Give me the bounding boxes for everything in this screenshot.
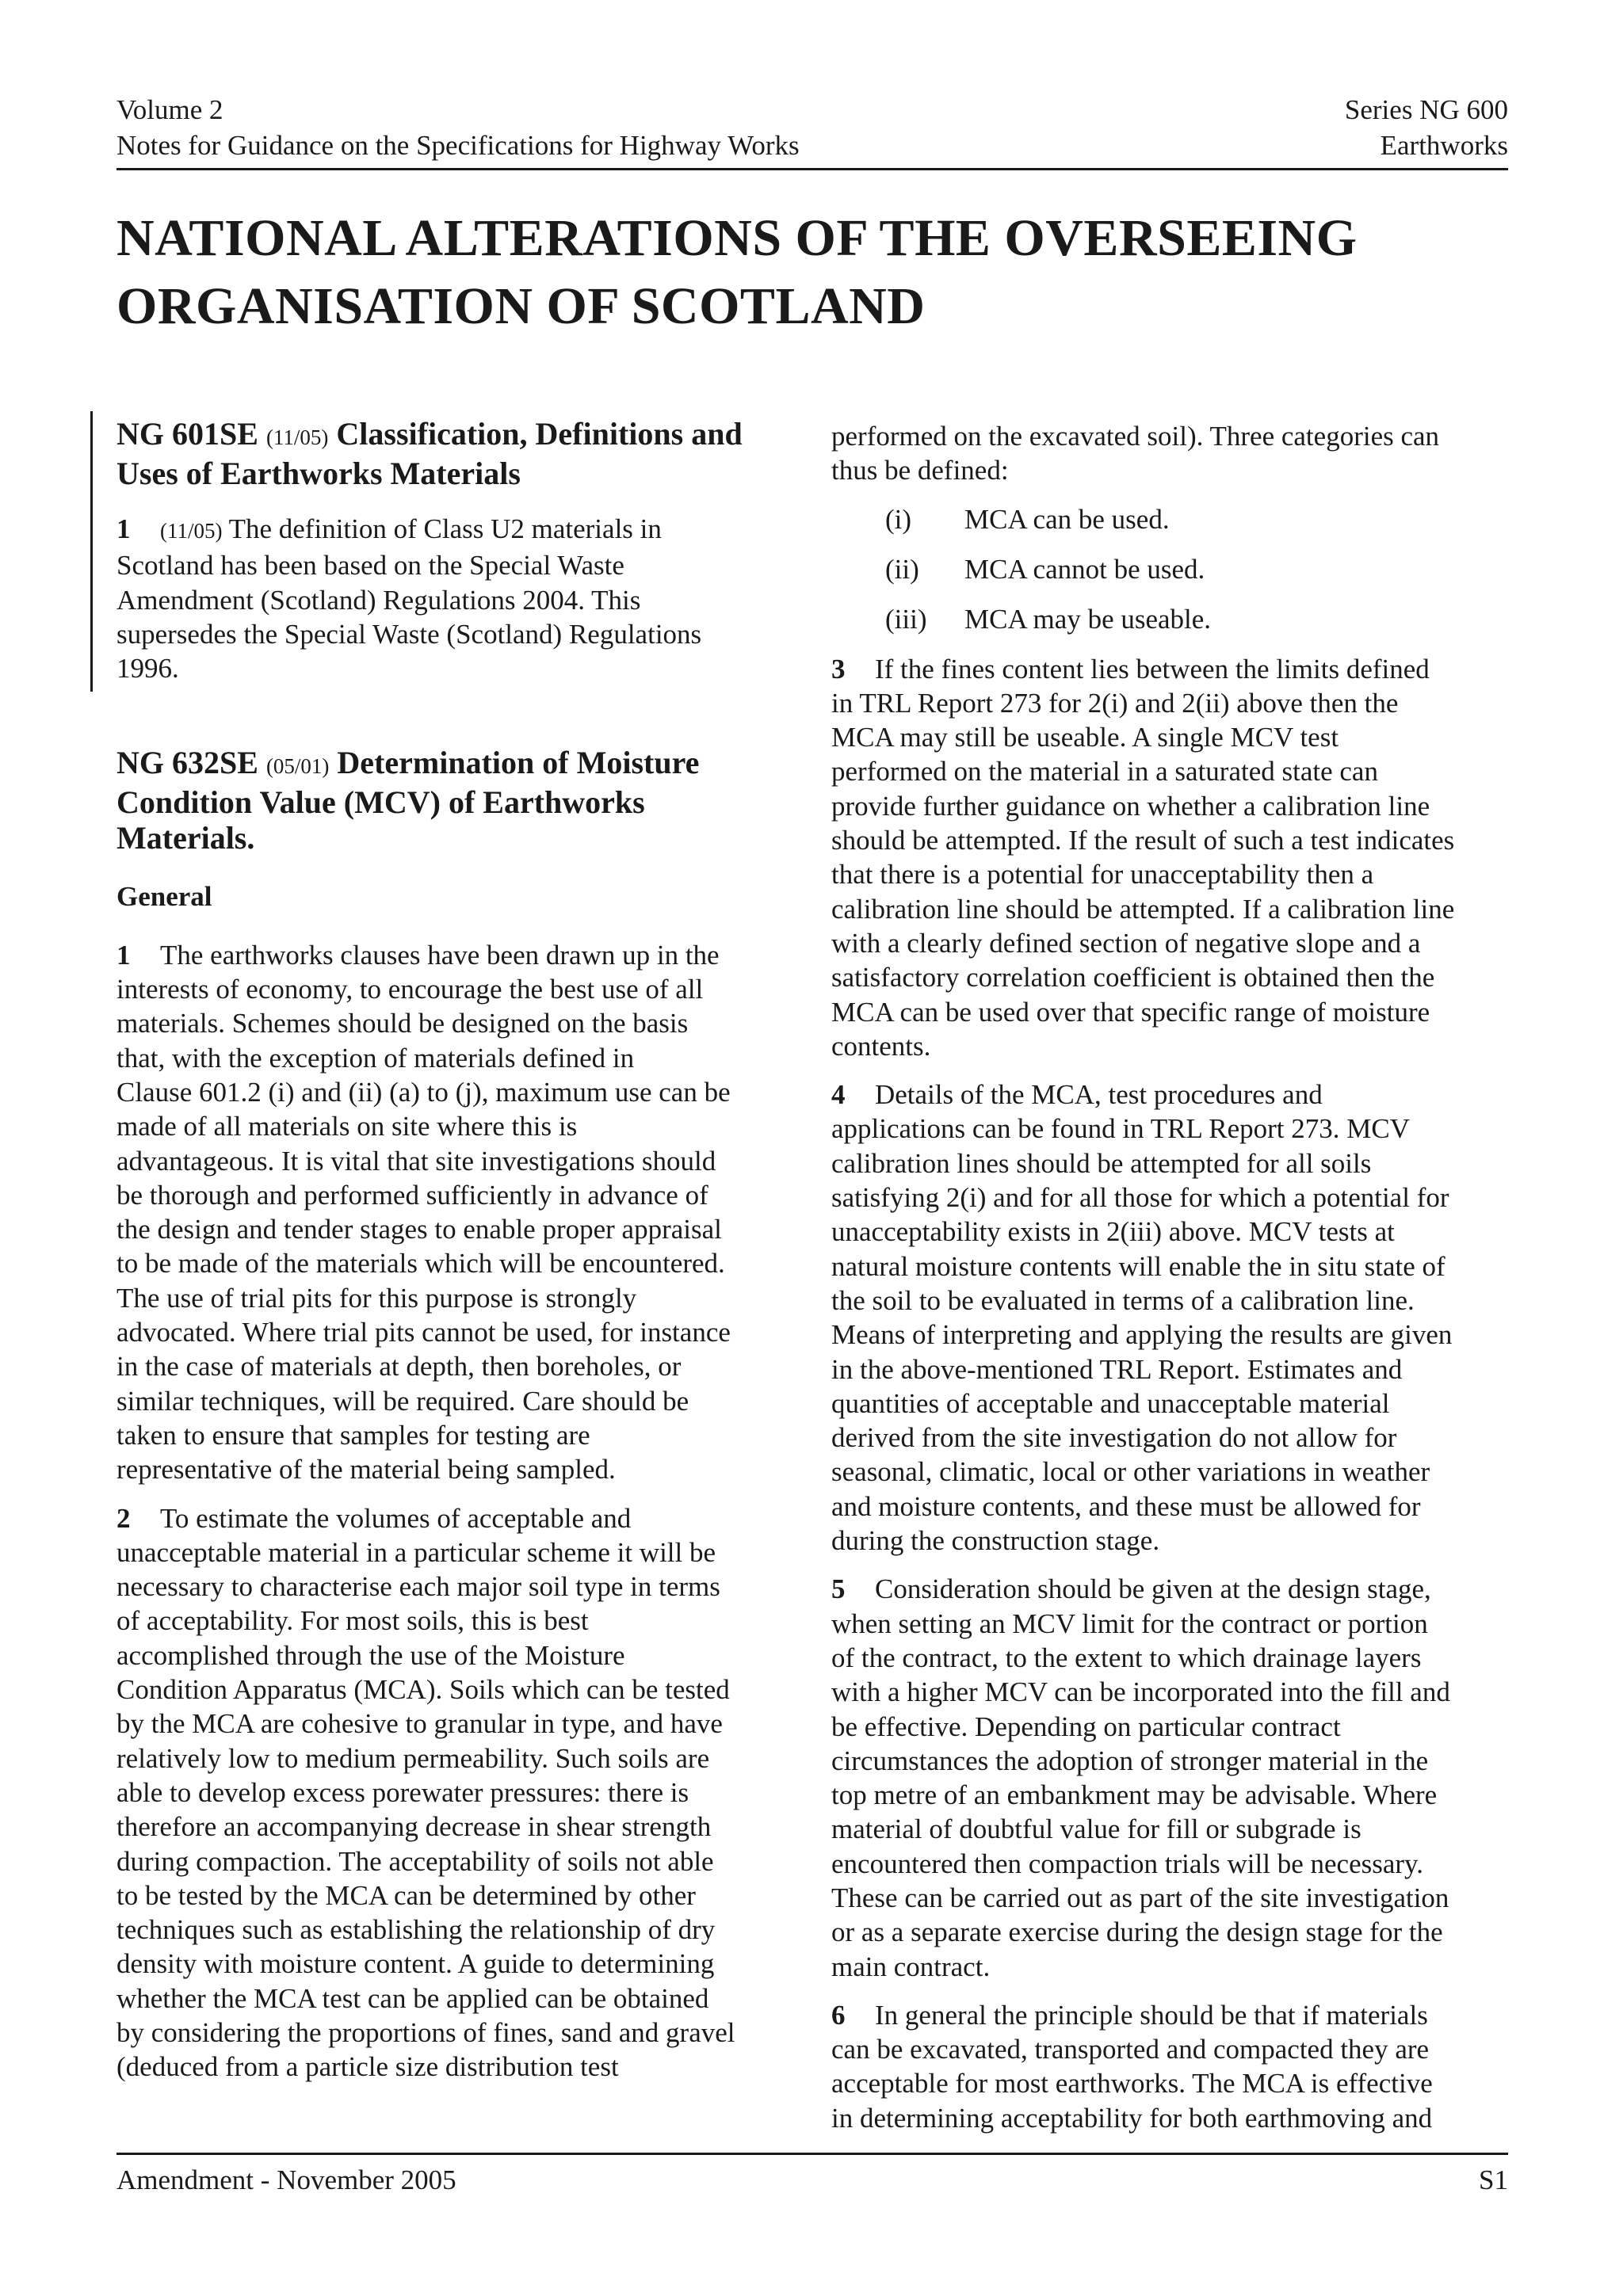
text-line: in the case of materials at depth, then boreholes, or (116, 1351, 682, 1383)
text-line: advantageous. It is vital that site investigations should (116, 1145, 716, 1177)
text-line: circumstances the adoption of stronger material in the (831, 1745, 1429, 1776)
text-line: satisfactory correlation coefficient is obtained then the (831, 962, 1435, 994)
text-line: The earthworks clauses have been drawn up in the (160, 939, 720, 971)
text-line: in TRL Report 273 for 2(i) and 2(ii) above then the (831, 687, 1399, 719)
text-line: seasonal, climatic, local or other variations in weather (831, 1456, 1430, 1488)
text-line: that there is a potential for unacceptability then a (831, 859, 1374, 891)
right-column (831, 419, 1513, 2135)
text-line: can be excavated, transported and compacted they are (831, 2034, 1430, 2065)
change-bar (90, 411, 93, 692)
text-line: accomplished through the use of the Moisture (116, 1639, 625, 1671)
text-line: relatively low to medium permeability. Such soils are (116, 1742, 710, 1774)
section-heading-ng632 (116, 745, 786, 856)
list-item (885, 552, 1513, 586)
text-line: density with moisture content. A guide to determining (116, 1948, 715, 1980)
text-line: If the fines content lies between the limits defined (875, 653, 1430, 685)
text-line: be thorough and performed sufficiently in advance of (116, 1179, 708, 1211)
text-line: main contract. (831, 1951, 991, 1982)
text-line: The definition of Class U2 materials in (228, 513, 662, 544)
text-line: supersedes the Special Waste (Scotland) Regulations (116, 618, 702, 650)
text-line: that, with the exception of materials defined in (116, 1042, 635, 1074)
heading-text: Classification, Definitions and (336, 416, 743, 452)
list-item-number: (i) (885, 503, 912, 535)
paragraph-ng632-5 (831, 1572, 1513, 1984)
list-item-number: (ii) (885, 553, 919, 585)
paragraph-number: 2 (116, 1502, 131, 1534)
text-line: during compaction. The acceptability of soils not able (116, 1845, 714, 1877)
text-line: of the contract, to the extent to which drainage layers (831, 1642, 1422, 1673)
text-line: performed on the material in a saturated state can (831, 756, 1378, 788)
text-line: by considering the proportions of fines, sand and gravel (116, 2016, 735, 2048)
heading-text: Determination of Moisture (337, 745, 700, 781)
text-line: applications can be found in TRL Report 273. MCV (831, 1113, 1411, 1145)
text-line: Scotland has been based on the Special Waste (116, 550, 624, 582)
list-item-text: MCA can be used. (964, 503, 1170, 535)
heading-text: Uses of Earthworks Materials (116, 456, 521, 491)
paragraph-ng632-2-continued (831, 419, 1513, 488)
text-line: unacceptable material in a particular scheme it will be (116, 1536, 716, 1568)
text-line: To estimate the volumes of acceptable and (160, 1502, 632, 1534)
text-line: (deduced from a particle size distribution test (116, 2051, 619, 2083)
text-line: in the above-mentioned TRL Report. Estimates and (831, 1353, 1403, 1385)
text-line: representative of the material being sampled. (116, 1454, 616, 1486)
text-line: Details of the MCA, test procedures and (875, 1079, 1323, 1111)
text-line: materials. Schemes should be designed on the basis (116, 1008, 689, 1039)
text-line: Condition Apparatus (MCA). Soils which can be tested (116, 1674, 730, 1706)
text-line: when setting an MCV limit for the contract or portion (831, 1608, 1428, 1639)
text-line: with a clearly defined section of negative slope and a (831, 927, 1421, 959)
text-line: and moisture contents, and these must be allowed for (831, 1490, 1421, 1522)
text-line: taken to ensure that samples for testing are (116, 1419, 590, 1451)
text-line: provide further guidance on whether a calibration line (831, 790, 1430, 822)
paragraph-number: 1 (116, 939, 131, 971)
title-line: NATIONAL ALTERATIONS OF THE OVERSEEING (116, 209, 1358, 267)
paragraph-date: (11/05) (160, 519, 223, 543)
text-line: natural moisture contents will enable the in situ state of (831, 1250, 1445, 1282)
text-line: These can be carried out as part of the site investigation (831, 1882, 1449, 1913)
subheading-general: General (116, 881, 212, 913)
paragraph-number: 3 (831, 653, 846, 685)
text-line: material of doubtful value for fill or subgrade is (831, 1814, 1361, 1845)
text-line: advocated. Where trial pits cannot be used, for instance (116, 1317, 731, 1348)
paragraph-number: 6 (831, 1999, 846, 2031)
paragraph-number: 1 (116, 513, 131, 544)
text-line: whether the MCA test can be applied can be obtained (116, 1982, 709, 2014)
text-line: during the construction stage. (831, 1525, 1160, 1557)
text-line: Clause 601.2 (i) and (ii) (a) to (j), maximum use can be (116, 1076, 731, 1108)
paragraph-number: 4 (831, 1079, 846, 1111)
text-line: in determining acceptability for both earthmoving and (831, 2102, 1433, 2134)
text-line: necessary to characterise each major soil type in terms (116, 1571, 720, 1603)
text-line: performed on the excavated soil). Three categories can (831, 421, 1440, 452)
left-column (116, 416, 786, 2084)
text-line: to be tested by the MCA can be determined by other (116, 1879, 696, 1911)
page-number: S1 (1479, 2164, 1508, 2195)
list-item-text: MCA may be useable. (964, 603, 1212, 635)
amendment-label: Amendment - November 2005 (116, 2164, 456, 2195)
text-line: 1996. (116, 653, 179, 685)
text-line: MCA may still be useable. A single MCV test (831, 722, 1339, 753)
text-line: or as a separate exercise during the design stage for the (831, 1917, 1443, 1948)
text-line: MCA can be used over that specific range of moisture (831, 996, 1430, 1028)
heading-text: Condition Value (MCV) of Earthworks (116, 784, 645, 821)
text-line: In general the principle should be that if materials (875, 1999, 1428, 2031)
heading-text: Materials. (116, 820, 255, 856)
text-line: thus be defined: (831, 455, 1009, 486)
volume-label: Volume 2 (116, 94, 223, 125)
document-title: Notes for Guidance on the Specifications for Highway Works (116, 130, 800, 161)
text-line: made of all materials on site where this is (116, 1111, 578, 1142)
text-line: acceptable for most earthworks. The MCA is effective (831, 2068, 1433, 2100)
text-line: Consideration should be given at the design stage, (875, 1573, 1431, 1605)
text-line: unacceptability exists in 2(iii) above. MCV tests at (831, 1216, 1395, 1248)
paragraph-ng632-2 (116, 1501, 786, 2084)
text-line: satisfying 2(i) and for all those for which a potential for (831, 1182, 1449, 1214)
clause-code: NG 601SE (116, 416, 258, 452)
series-label: Series NG 600 (1344, 94, 1508, 125)
list-item-number: (iii) (885, 603, 927, 635)
text-line: be effective. Depending on particular contract (831, 1711, 1341, 1742)
text-line: techniques such as establishing the relationship of dry (116, 1914, 716, 1946)
paragraph-ng632-4 (831, 1077, 1513, 1558)
text-line: therefore an accompanying decrease in shear strength (116, 1811, 712, 1843)
text-line: the soil to be evaluated in terms of a calibration line. (831, 1284, 1415, 1316)
title-line: ORGANISATION OF SCOTLAND (116, 277, 926, 335)
text-line: of acceptability. For most soils, this is best (116, 1605, 589, 1637)
page-title (116, 204, 1511, 341)
text-line: able to develop excess porewater pressures: there is (116, 1776, 689, 1808)
text-line: to be made of the materials which will be encountered. (116, 1248, 725, 1280)
paragraph-ng601-1 (116, 512, 786, 685)
text-line: top metre of an embankment may be advisable. Where (831, 1779, 1438, 1811)
paragraph-number: 5 (831, 1573, 846, 1605)
text-line: quantities of acceptable and unacceptable material (831, 1387, 1390, 1419)
text-line: the design and tender stages to enable proper appraisal (116, 1214, 722, 1245)
text-line: contents. (831, 1030, 931, 1062)
text-line: calibration line should be attempted. If a calibration line (831, 893, 1455, 925)
paragraph-ng632-1 (116, 938, 786, 1487)
paragraph-ng632-6 (831, 1998, 1513, 2135)
text-line: interests of economy, to encourage the best use of all (116, 974, 704, 1005)
clause-date: (11/05) (265, 425, 329, 449)
clause-code: NG 632SE (116, 745, 258, 781)
text-line: Amendment (Scotland) Regulations 2004. This (116, 584, 641, 616)
list-item (885, 602, 1513, 636)
list-item (885, 502, 1513, 536)
list-item-text: MCA cannot be used. (964, 553, 1205, 585)
text-line: derived from the site investigation do not allow for (831, 1422, 1397, 1454)
paragraph-ng632-3 (831, 652, 1513, 1064)
subject-label: Earthworks (1380, 130, 1508, 161)
text-line: similar techniques, will be required. Care should be (116, 1385, 689, 1417)
section-heading-ng601 (116, 416, 786, 491)
category-list (885, 502, 1513, 636)
text-line: Means of interpreting and applying the results are given (831, 1319, 1453, 1351)
text-line: with a higher MCV can be incorporated into the fill and (831, 1676, 1450, 1708)
text-line: The use of trial pits for this purpose is strongly (116, 1282, 637, 1314)
header-rule (116, 168, 1508, 170)
clause-date: (05/01) (265, 754, 330, 779)
text-line: by the MCA are cohesive to granular in type, and have (116, 1708, 723, 1740)
text-line: calibration lines should be attempted for all soils (831, 1147, 1372, 1179)
text-line: encountered then compaction trials will be necessary. (831, 1848, 1424, 1879)
text-line: should be attempted. If the result of such a test indicates (831, 825, 1455, 856)
footer-rule (116, 2153, 1508, 2155)
